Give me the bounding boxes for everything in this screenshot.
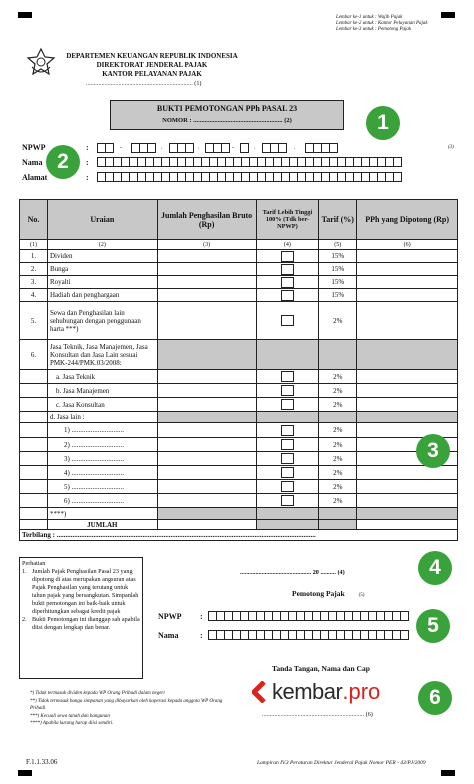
higher-rate-checkbox[interactable] [281, 315, 294, 326]
table-row [20, 398, 458, 412]
row-description: 5) .............................. [47, 480, 157, 494]
table-row [20, 466, 458, 480]
col-num: (6) [357, 240, 458, 250]
row-number: 6. [20, 340, 48, 370]
higher-rate-cell [256, 508, 319, 520]
table-row [20, 438, 458, 452]
ref-5: (5) [358, 593, 365, 598]
address-field[interactable] [97, 172, 401, 182]
rate-cell: 2% [319, 480, 357, 494]
row-description: 2) .............................. [47, 438, 157, 452]
col-header-rate: Tarif (%) [319, 200, 357, 240]
office-name: KANTOR PELAYANAN PAJAK [102, 70, 202, 78]
tax-withheld-cell[interactable] [357, 494, 458, 508]
higher-rate-checkbox[interactable] [281, 399, 294, 410]
withholding-table [19, 199, 458, 541]
row-number: 4. [20, 289, 48, 302]
tax-withheld-cell[interactable] [357, 276, 458, 289]
tax-withheld-cell [357, 412, 458, 423]
marker-badge-4: 4 [418, 551, 452, 585]
directorate-name: DIREKTORAT JENDERAL PAJAK [96, 61, 208, 69]
row-description: a. Jasa Teknik [47, 370, 157, 384]
higher-rate-cell [256, 370, 319, 384]
higher-rate-cell [256, 480, 319, 494]
table-row [20, 494, 458, 508]
higher-rate-cell [256, 494, 319, 508]
rate-cell: 2% [319, 384, 357, 398]
gross-income-cell[interactable] [157, 466, 256, 480]
signature-line: .................................................................. (6) [262, 711, 373, 718]
title-box [110, 100, 344, 130]
col-header-higher-rate: Tarif Lebih Tinggi 100% (Tdk ber-NPWP) [256, 200, 319, 240]
row-number [20, 412, 48, 423]
tax-withheld-cell[interactable] [357, 398, 458, 412]
table-row [20, 508, 458, 520]
row-description: Sewa dan Penghasilan lain sehubungan dengan penggunaan harta ***) [47, 302, 157, 340]
amount-in-words: Terbilang : .................................................................................................................................................... [20, 530, 458, 541]
table-row [20, 452, 458, 466]
npwp-field-5[interactable] [240, 143, 248, 153]
table-row [20, 276, 458, 289]
higher-rate-cell [256, 423, 319, 438]
tax-withheld-cell [357, 508, 458, 520]
higher-rate-cell [256, 302, 319, 340]
table-row [20, 412, 458, 423]
notice-box [19, 557, 143, 679]
total-shaded [256, 520, 319, 530]
office-line: ..................................................................... (1) [86, 80, 202, 87]
table-row [20, 250, 458, 263]
total-gross[interactable] [157, 520, 256, 530]
gross-income-cell[interactable] [157, 398, 256, 412]
dept-name: DEPARTEMEN KEUANGAN REPUBLIK INDONESIA [66, 52, 238, 60]
higher-rate-checkbox[interactable] [281, 495, 294, 506]
gross-income-cell[interactable] [157, 302, 256, 340]
separator: - [120, 144, 123, 151]
total-label: JUMLAH [47, 520, 157, 530]
marker-badge-5: 5 [416, 609, 450, 643]
notice-text-2: Bukti Pemotongan ini dianggap sah apabila diisi dengan lengkap dan benar. [32, 616, 140, 631]
copy-line-3: Lembar ke-3 untuk : Pemotong Pajak [336, 27, 412, 32]
rate-cell: 2% [319, 302, 357, 340]
higher-rate-cell [256, 412, 319, 423]
higher-rate-checkbox[interactable] [281, 277, 294, 288]
higher-rate-cell [256, 276, 319, 289]
row-number [20, 438, 48, 452]
signature-caption: Tanda Tangan, Nama dan Cap [272, 664, 370, 673]
corner-mark [441, 770, 455, 776]
gross-income-cell[interactable] [157, 263, 256, 276]
brand-text: kembar [272, 679, 343, 704]
gross-income-cell [157, 412, 256, 423]
row-number [20, 398, 48, 412]
colon: : [200, 612, 203, 621]
npwp-field-4[interactable] [205, 143, 229, 153]
marker-badge-2: 2 [46, 145, 80, 179]
notice-title: Perhatian [22, 560, 46, 567]
row-number [20, 508, 48, 520]
row-description: 1) .............................. [47, 423, 157, 438]
notice-num: 2. [22, 616, 27, 623]
higher-rate-cell [256, 250, 319, 263]
form-number: NOMOR : ....................................................... (2) [162, 117, 292, 124]
row-number [20, 466, 48, 480]
jumlah-spacer [20, 520, 48, 530]
sign-npwp-label: NPWP [158, 612, 182, 621]
table-row [20, 480, 458, 494]
gross-income-cell[interactable] [157, 250, 256, 263]
garuda-emblem-icon [26, 47, 56, 77]
npwp-field[interactable] [97, 143, 113, 153]
tax-withheld-cell[interactable] [357, 423, 458, 438]
row-number: 3. [20, 276, 48, 289]
higher-rate-checkbox[interactable] [281, 264, 294, 275]
rate-cell: 15% [319, 250, 357, 263]
withholder-text: Pemotong Pajak [292, 589, 345, 598]
higher-rate-checkbox[interactable] [281, 385, 294, 396]
tax-withheld-cell[interactable] [357, 480, 458, 494]
footnote-1: *) Tidak termasuk dividen kepada WP Orang Pribadi dalam negeri [30, 691, 165, 696]
row-description: 6) .............................. [47, 494, 157, 508]
notice-text-1: Jumlah Pajak Penghasilan Pasal 23 yang dipotong di atas merupakan angsuran atas Pajak Penghasilan yang terutang untuk tahun pajak yang bersangkutan. Simpanlah bukti pemotongan ini baik-baik untuk diperhitungkan sebagai kredit pajak [32, 568, 139, 615]
corner-mark [18, 12, 32, 18]
total-shaded [319, 520, 357, 530]
footnote-4: ****) Apabila kurang harap diisi sendiri. [30, 721, 114, 726]
npwp-label: NPWP [22, 143, 46, 152]
higher-rate-checkbox[interactable] [281, 467, 294, 478]
copy-line-1: Lembar ke-1 untuk : Wajib Pajak [336, 15, 403, 20]
form-code: F.1.1.33.06 [26, 758, 58, 766]
higher-rate-checkbox[interactable] [281, 425, 294, 436]
brand-tld: .pro [342, 679, 381, 704]
higher-rate-checkbox[interactable] [281, 453, 294, 464]
ref-3: (3) [448, 145, 454, 150]
footnote-2: **) Tidak termasuk bunga simpanan yang dibayarkan oleh koperasi kepada anggota WP Orang Pribadi [30, 698, 223, 711]
total-tax[interactable] [357, 520, 458, 530]
row-description: Hadiah dan penghargaan [47, 289, 157, 302]
row-description: 4) .............................. [47, 466, 157, 480]
tax-withheld-cell[interactable] [357, 289, 458, 302]
rate-cell [319, 340, 357, 370]
row-description: 3) .............................. [47, 452, 157, 466]
sign-npwp-field[interactable] [208, 611, 408, 621]
rate-cell: 2% [319, 423, 357, 438]
kembar-pro-logo [252, 677, 380, 707]
marker-badge-6: 6 [418, 681, 452, 715]
rate-cell: 2% [319, 370, 357, 384]
colon: : [86, 173, 89, 182]
rate-cell: 2% [319, 466, 357, 480]
rate-cell: 15% [319, 289, 357, 302]
gross-income-cell[interactable] [157, 452, 256, 466]
row-description: d. Jasa lain : [47, 412, 157, 423]
gross-income-cell [157, 508, 256, 520]
row-description: Bunga [47, 263, 157, 276]
tax-withheld-cell [357, 340, 458, 370]
row-description: Royalti [47, 276, 157, 289]
row-description: Dividen [47, 250, 157, 263]
row-number [20, 494, 48, 508]
kembar-logo-mark-icon [252, 681, 270, 703]
row-number: 2. [20, 263, 48, 276]
col-header-tax: PPh yang Dipotong (Rp) [357, 200, 458, 240]
withholder-label [292, 589, 364, 598]
rate-cell: 2% [319, 452, 357, 466]
tax-withheld-cell[interactable] [357, 263, 458, 276]
npwp-field-7[interactable] [305, 143, 337, 153]
tax-withheld-cell[interactable] [357, 302, 458, 340]
higher-rate-cell [256, 263, 319, 276]
rate-cell: 15% [319, 276, 357, 289]
col-num: (1) [20, 240, 48, 250]
name-field[interactable] [97, 157, 401, 167]
sign-name-field[interactable] [208, 630, 408, 640]
copy-distribution [336, 15, 461, 33]
separator: . [254, 144, 256, 151]
higher-rate-checkbox[interactable] [281, 290, 294, 301]
row-description: Jasa Teknik, Jasa Manajemen, Jasa Konsultan dan Jasa Lain sesuai PMK-244/PMK.03/2008: [47, 340, 157, 370]
rate-cell [319, 508, 357, 520]
row-description: c. Jasa Konsultan [47, 398, 157, 412]
colon: : [86, 158, 89, 167]
gross-income-cell[interactable] [157, 438, 256, 452]
copy-line-2: Lembar ke-2 untuk : Kantor Pelayanan Pajak [336, 21, 428, 26]
row-description: ****) [47, 508, 157, 520]
table-row [20, 423, 458, 438]
higher-rate-cell [256, 340, 319, 370]
npwp-field-6[interactable] [262, 143, 286, 153]
gross-income-cell[interactable] [157, 494, 256, 508]
row-number [20, 384, 48, 398]
higher-rate-checkbox[interactable] [281, 481, 294, 492]
colon: : [200, 631, 203, 640]
tax-withheld-cell[interactable] [357, 466, 458, 480]
table-row [20, 370, 458, 384]
office-header [62, 52, 242, 79]
higher-rate-checkbox[interactable] [281, 439, 294, 450]
higher-rate-cell [256, 438, 319, 452]
row-number [20, 423, 48, 438]
row-number [20, 480, 48, 494]
row-number: 5. [20, 302, 48, 340]
col-header-desc: Uraian [47, 200, 157, 240]
higher-rate-cell [256, 466, 319, 480]
table-row [20, 384, 458, 398]
marker-badge-1: 1 [366, 106, 400, 140]
tax-withheld-cell[interactable] [357, 384, 458, 398]
higher-rate-cell [256, 289, 319, 302]
colon: : [86, 143, 89, 152]
gross-income-cell[interactable] [157, 276, 256, 289]
tax-withheld-cell[interactable] [357, 250, 458, 263]
separator: - [232, 144, 235, 151]
separator: . [198, 144, 200, 151]
table-row [20, 263, 458, 276]
higher-rate-checkbox[interactable] [281, 251, 294, 262]
table-row [20, 340, 458, 370]
date-line: .............................................. 20 .......... (4) [240, 569, 345, 576]
footnote-3: ***) Kecuali sewa tanah dan bangunan [30, 713, 110, 719]
address-label: Alamat [22, 173, 48, 182]
col-num: (2) [47, 240, 157, 250]
notice-item-1 [22, 568, 140, 616]
gross-income-cell[interactable] [157, 480, 256, 494]
higher-rate-checkbox[interactable] [281, 371, 294, 382]
col-num: (3) [157, 240, 256, 250]
col-header-gross: Jumlah Penghasilan Bruto (Rp) [157, 200, 256, 240]
row-number [20, 452, 48, 466]
gross-income-cell[interactable] [157, 423, 256, 438]
separator: . [161, 144, 163, 151]
table-row [20, 302, 458, 340]
col-header-no: No. [20, 200, 48, 240]
higher-rate-cell [256, 398, 319, 412]
rate-cell: 2% [319, 438, 357, 452]
form-title: BUKTI PEMOTONGAN PPh PASAL 23 [156, 104, 298, 113]
npwp-field-3[interactable] [169, 143, 193, 153]
sign-name-label: Nama [158, 631, 179, 640]
row-number [20, 370, 48, 384]
row-number: 1. [20, 250, 48, 263]
separator: . [294, 144, 296, 151]
marker-badge-3: 3 [416, 434, 450, 468]
footnotes [22, 690, 237, 728]
tax-withheld-cell[interactable] [357, 370, 458, 384]
rate-cell: 15% [319, 263, 357, 276]
higher-rate-cell [256, 452, 319, 466]
corner-mark [18, 770, 32, 776]
rate-cell [319, 412, 357, 423]
name-label: Nama [22, 158, 43, 167]
row-description: b. Jasa Manajemen [47, 384, 157, 398]
gross-income-cell[interactable] [157, 370, 256, 384]
higher-rate-cell [256, 384, 319, 398]
regulation-ref: Lampiran IV.3 Peraturan Direktur Jenderal Pajak Nomor PER - 43/PJ/2009 [257, 760, 426, 766]
table-row [20, 289, 458, 302]
gross-income-cell[interactable] [157, 384, 256, 398]
npwp-field-2[interactable] [131, 143, 155, 153]
rate-cell: 2% [319, 494, 357, 508]
rate-cell: 2% [319, 398, 357, 412]
gross-income-cell [157, 340, 256, 370]
gross-income-cell[interactable] [157, 289, 256, 302]
col-num: (4) [256, 240, 319, 250]
notice-num: 1. [22, 568, 27, 575]
notice-item-2 [22, 616, 140, 632]
col-num: (5) [319, 240, 357, 250]
